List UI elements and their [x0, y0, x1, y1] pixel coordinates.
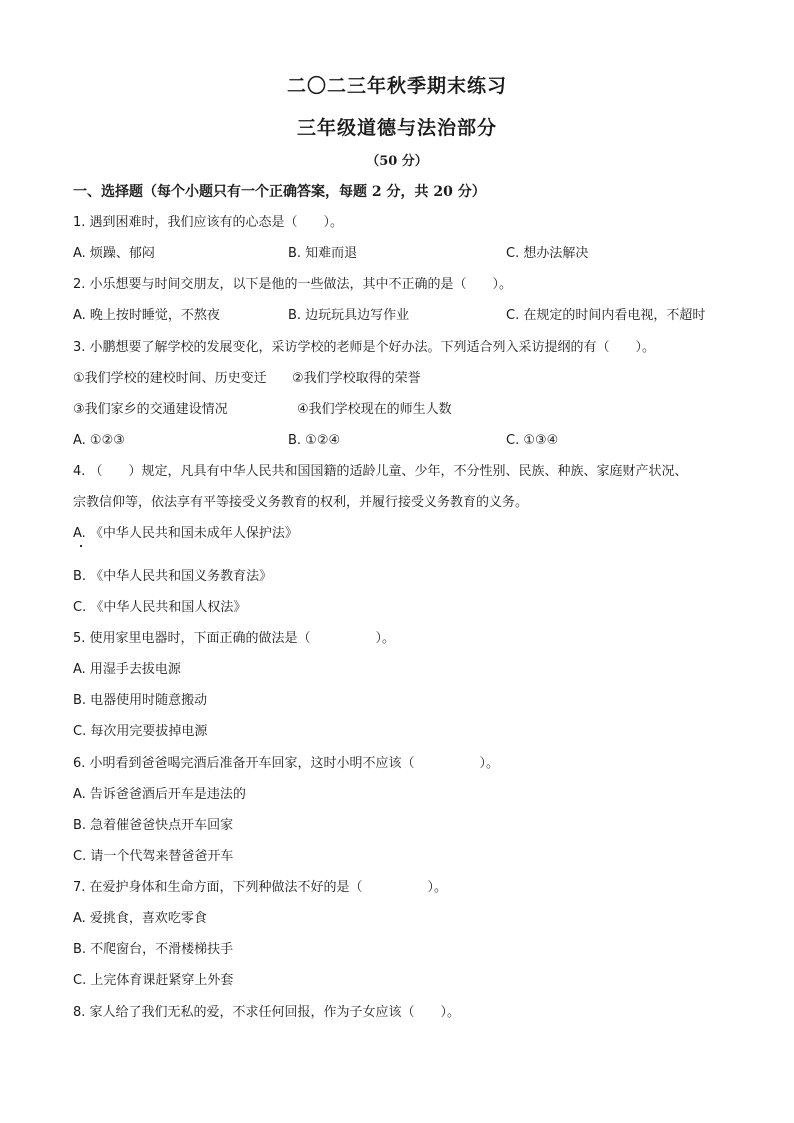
question-4-option-c[interactable]: C. 《中华人民共和国人权法》 — [73, 600, 247, 615]
question-4-option-a[interactable]: A. 《中华人民共和国未成年人保护法》 — [73, 526, 298, 541]
question-3-stem: 3. 小鹏想要了解学校的发展变化，采访学校的老师是个好办法。下列适合列入采访提纲的有（ ）。 — [73, 340, 656, 355]
question-2-stem: 2. 小乐想要与时间交朋友，以下是他的一些做法，其中不正确的是（ ）。 — [73, 277, 513, 292]
question-5-option-c[interactable]: C. 每次用完要拔掉电源 — [73, 724, 208, 739]
question-1-option-c[interactable]: C. 想办法解决 — [506, 246, 589, 261]
total-score: （50 分） — [366, 154, 428, 169]
question-6-stem: 6. 小明看到爸爸喝完酒后准备开车回家，这时小明不应该（ ）。 — [73, 756, 500, 771]
question-4-stem: 4. （ ）规定，凡具有中华人民共和国国籍的适龄儿童、少年，不分性别、民族、种族、家庭财产状况、 — [73, 464, 688, 479]
exam-subtitle: 三年级道德与法治部分 — [296, 117, 497, 139]
question-6-option-c[interactable]: C. 请一个代驾来替爸爸开车 — [73, 849, 234, 864]
question-3-option-a[interactable]: A. ①②③ — [73, 433, 125, 448]
question-7-option-c[interactable]: C. 上完体育课赶紧穿上外套 — [73, 973, 234, 988]
stray-dot-mark — [80, 545, 82, 547]
question-2-option-b[interactable]: B. 边玩玩具边写作业 — [288, 308, 410, 323]
exam-title: 二〇二三年秋季期末练习 — [286, 75, 507, 97]
question-1-option-a[interactable]: A. 烦躁、郁闷 — [73, 246, 155, 261]
question-1-stem: 1. 遇到困难时，我们应该有的心态是（ ）。 — [73, 215, 344, 230]
question-1-option-b[interactable]: B. 知难而退 — [288, 246, 358, 261]
question-7-option-a[interactable]: A. 爱挑食，喜欢吃零食 — [73, 911, 207, 926]
question-3-item-3: ③我们家乡的交通建设情况 — [73, 402, 228, 417]
question-5-option-b[interactable]: B. 电器使用时随意搬动 — [73, 693, 208, 708]
question-4-option-b[interactable]: B. 《中华人民共和国义务教育法》 — [73, 569, 273, 584]
question-7-stem: 7. 在爱护身体和生命方面，下列种做法不好的是（ ）。 — [73, 880, 448, 895]
question-7-option-b[interactable]: B. 不爬窗台，不滑楼梯扶手 — [73, 942, 234, 957]
question-8-stem: 8. 家人给了我们无私的爱，不求任何回报，作为子女应该（ ）。 — [73, 1005, 461, 1020]
question-4-stem-continued: 宗教信仰等，依法享有平等接受义务教育的权利，并履行接受义务教育的义务。 — [73, 495, 529, 510]
question-2-option-c[interactable]: C. 在规定的时间内看电视，不超时 — [506, 308, 706, 323]
question-3-item-1: ①我们学校的建校时间、历史变迁 — [73, 371, 267, 386]
question-5-stem: 5. 使用家里电器时，下面正确的做法是（ ）。 — [73, 631, 396, 646]
question-3-option-b[interactable]: B. ①②④ — [288, 433, 341, 448]
question-3-item-4: ④我们学校现在的师生人数 — [297, 402, 452, 417]
question-2-option-a[interactable]: A. 晚上按时睡觉，不熬夜 — [73, 308, 220, 323]
question-6-option-b[interactable]: B. 急着催爸爸快点开车回家 — [73, 818, 234, 833]
question-3-item-2: ②我们学校取得的荣誉 — [292, 371, 421, 386]
question-3-option-c[interactable]: C. ①③④ — [506, 433, 559, 448]
section-heading: 一、选择题（每个小题只有一个正确答案，每题 2 分，共 20 分） — [73, 184, 486, 200]
question-5-option-a[interactable]: A. 用湿手去拔电源 — [73, 662, 181, 677]
question-6-option-a[interactable]: A. 告诉爸爸酒后开车是违法的 — [73, 787, 246, 802]
